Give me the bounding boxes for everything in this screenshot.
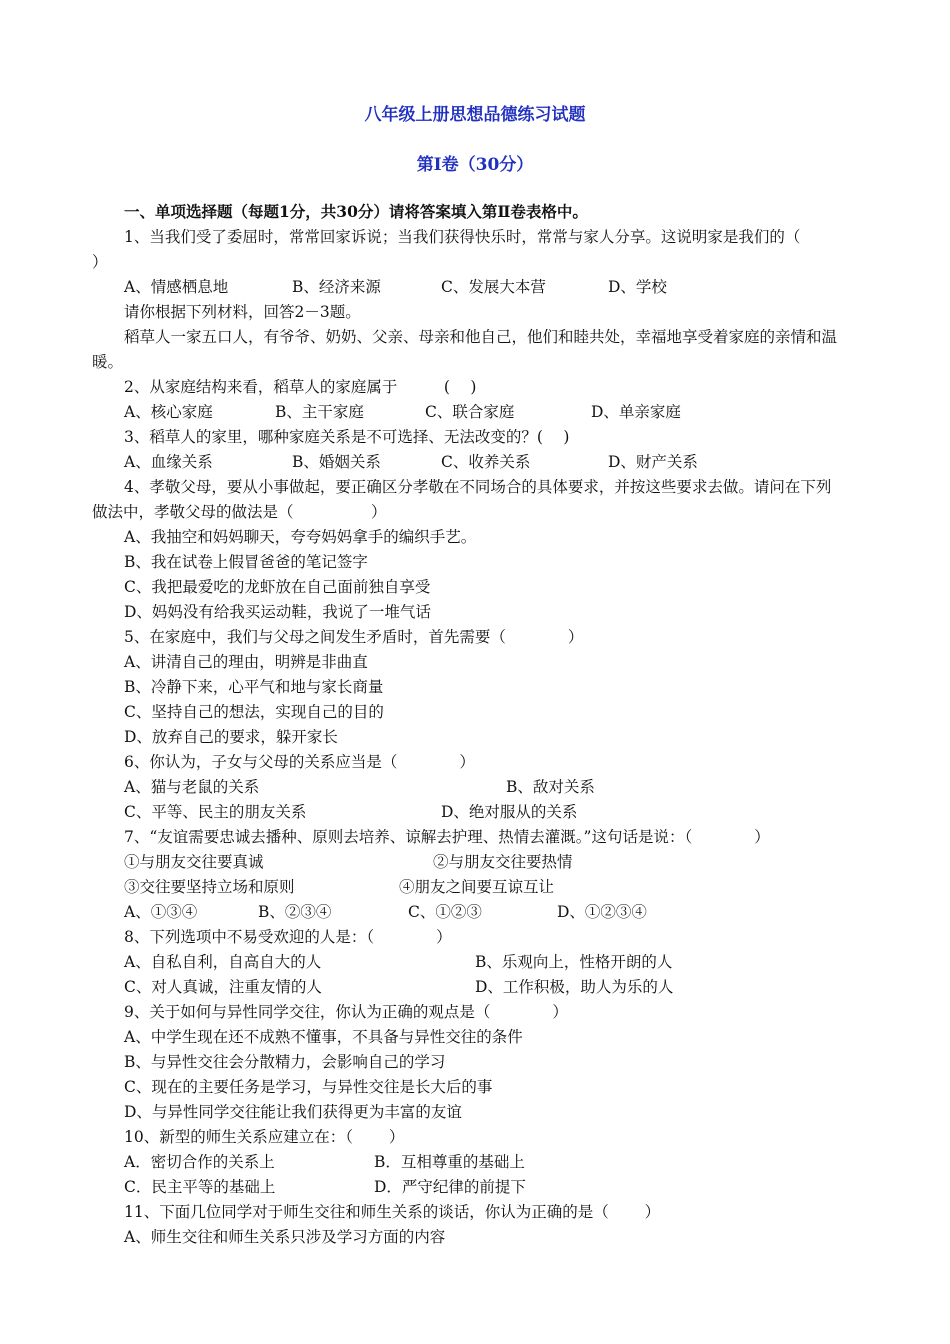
question-2: 2、从家庭结构来看，稻草人的家庭属于 ( ) [124,378,477,396]
q4-option-b: B、我在试卷上假冒爸爸的笔记签字 [124,553,368,571]
question-10: 10、新型的师生关系应建立在：（ ） [124,1128,405,1146]
q1-option-a: A、情感栖息地 [124,278,229,296]
q9-option-c: C、现在的主要任务是学习，与异性交往是长大后的事 [124,1078,493,1096]
q8-option-b: B、乐观向上，性格开朗的人 [475,953,673,971]
q2-option-d: D、单亲家庭 [591,403,681,421]
q4-option-d: D、妈妈没有给我买运动鞋，我说了一堆气话 [124,603,431,621]
q5-option-b: B、冷静下来，心平气和地与家长商量 [124,678,384,696]
q6-option-a: A、猫与老鼠的关系 [124,778,260,796]
question-4: 4、孝敬父母，要从小事做起，要正确区分孝敬在不同场合的具体要求，并按这些要求去做。请问在下列 [124,478,832,496]
q3-option-d: D、财产关系 [608,453,698,471]
q7-option-b: B、②③④ [258,903,332,921]
q3-option-c: C、收养关系 [441,453,531,471]
material-intro: 请你根据下列材料，回答2－3题。 [124,303,361,321]
q11-option-a: A、师生交往和师生关系只涉及学习方面的内容 [124,1228,446,1246]
q9-option-a: A、中学生现在还不成熟不懂事，不具备与异性交往的条件 [124,1028,523,1046]
q6-option-b: B、敌对关系 [506,778,595,796]
q7-item-1: ①与朋友交往要真诚 [124,853,264,871]
q4-option-c: C、我把最爱吃的龙虾放在自己面前独自享受 [124,578,431,596]
q8-option-a: A、自私自利，自高自大的人 [124,953,322,971]
q10-option-c: C．民主平等的基础上 [124,1178,276,1196]
material-text-end: 暖。 [92,353,124,371]
q6-option-d: D、绝对服从的关系 [441,803,578,821]
question-8: 8、下列选项中不易受欢迎的人是：（ ） [124,928,452,946]
q1-option-b: B、经济来源 [292,278,381,296]
question-5: 5、在家庭中，我们与父母之间发生矛盾时，首先需要（ ） [124,628,584,646]
q1-option-c: C、发展大本营 [441,278,546,296]
section-heading: 一、单项选择题（每题1分，共30分）请将答案填入第Ⅱ卷表格中。 [124,202,588,221]
question-3: 3、稻草人的家里，哪种家庭关系是不可选择、无法改变的？( ) [124,428,570,446]
q6-option-c: C、平等、民主的朋友关系 [124,803,307,821]
q3-option-b: B、婚姻关系 [292,453,381,471]
exam-title: 八年级上册思想品德练习试题 [364,105,586,125]
question-11: 11、下面几位同学对于师生交往和师生关系的谈话，你认为正确的是（ ） [124,1203,661,1221]
q10-option-d: D．严守纪律的前提下 [374,1178,526,1196]
q1-option-d: D、学校 [608,278,667,296]
question-4-end: 做法中，孝敬父母的做法是（ ） [92,503,387,521]
q4-option-a: A、我抽空和妈妈聊天，夸夸妈妈拿手的编织手艺。 [124,528,477,546]
q10-option-a: A．密切合作的关系上 [124,1153,275,1171]
question-7: 7、“友谊需要忠诚去播种、原则去培养、谅解去护理、热情去灌溉。”这句话是说：（ ） [124,828,770,846]
paper-subtitle: 第Ⅰ卷（30分） [416,155,534,175]
q9-option-d: D、与异性同学交往能让我们获得更为丰富的友谊 [124,1103,462,1121]
question-1-end: ） [92,253,108,271]
q2-option-c: C、联合家庭 [425,403,515,421]
material-text: 稻草人一家五口人，有爷爷、奶奶、父亲、母亲和他自己，他们和睦共处，幸福地享受着家庭的亲情和温 [124,328,838,346]
q9-option-b: B、与异性交往会分散精力，会影响自己的学习 [124,1053,446,1071]
q5-option-a: A、讲清自己的理由，明辨是非曲直 [124,653,368,671]
q7-item-4: ④朋友之间要互谅互让 [399,878,555,896]
q7-option-a: A、①③④ [124,903,198,921]
q5-option-d: D、放弃自己的要求，躲开家长 [124,728,338,746]
q7-item-3: ③交往要坚持立场和原则 [124,878,295,896]
q7-item-2: ②与朋友交往要热情 [433,853,573,871]
q5-option-c: C、坚持自己的想法，实现自己的目的 [124,703,384,721]
q7-option-c: C、①②③ [408,903,482,921]
q8-option-c: C、对人真诚，注重友情的人 [124,978,322,996]
q8-option-d: D、工作积极，助人为乐的人 [475,978,674,996]
q7-option-d: D、①②③④ [557,903,647,921]
q2-option-b: B、主干家庭 [275,403,364,421]
question-6: 6、你认为，子女与父母的关系应当是（ ） [124,753,475,771]
q2-option-a: A、核心家庭 [124,403,213,421]
q3-option-a: A、血缘关系 [124,453,213,471]
question-9: 9、关于如何与异性同学交往，你认为正确的观点是（ ） [124,1003,568,1021]
q10-option-b: B．互相尊重的基础上 [374,1153,525,1171]
question-1: 1、当我们受了委屈时，常常回家诉说；当我们获得快乐时，常常与家人分享。这说明家是我们的（ [124,228,801,246]
